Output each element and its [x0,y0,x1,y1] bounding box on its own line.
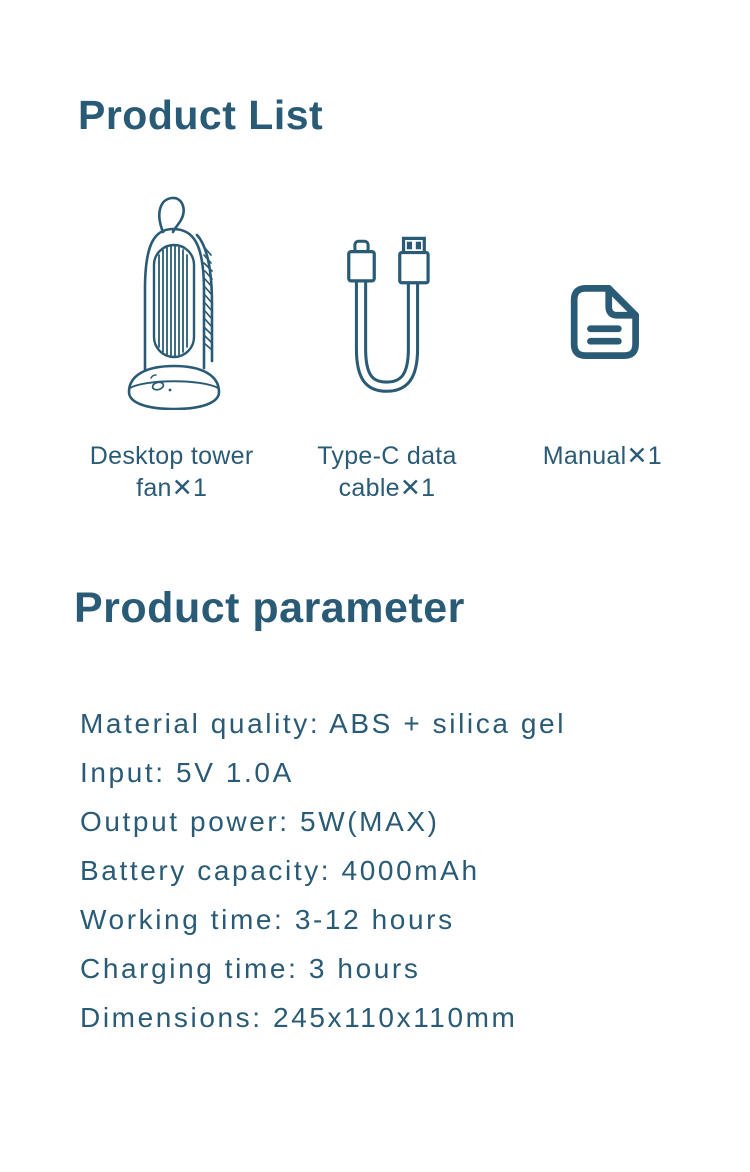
parameter-row-battery: Battery capacity: 4000mAh [80,855,480,886]
parameter-row-output: Output power: 5W(MAX) [80,806,440,837]
manual-icon [554,274,650,370]
parameter-row-charging: Charging time: 3 hours [80,953,421,984]
tower-fan-icon [96,195,248,410]
fan-caption: Desktop tower fan✕1 [89,442,254,502]
manual-caption: Manual✕1 [542,442,662,470]
product-list-title: Product List [78,92,324,138]
product-parameter-title: Product parameter [74,584,465,632]
parameter-row-material: Material quality: ABS + silica gel [80,708,567,739]
product-parameter-list [80,699,750,1042]
cable-caption: Type-C data cable✕1 [317,442,457,502]
product-item-cable [279,195,494,504]
cable-icon-box [323,195,451,410]
fan-icon-box [96,195,248,410]
parameter-row-input: Input: 5V 1.0A [80,757,294,788]
parameter-row-working: Working time: 3-12 hours [80,904,455,935]
product-item-fan [64,195,279,504]
type-c-cable-icon [323,228,451,398]
manual-icon-box [554,195,650,410]
product-list-row [0,195,750,504]
product-item-manual [495,195,710,504]
parameter-row-dimensions: Dimensions: 245x110x110mm [80,1002,518,1033]
